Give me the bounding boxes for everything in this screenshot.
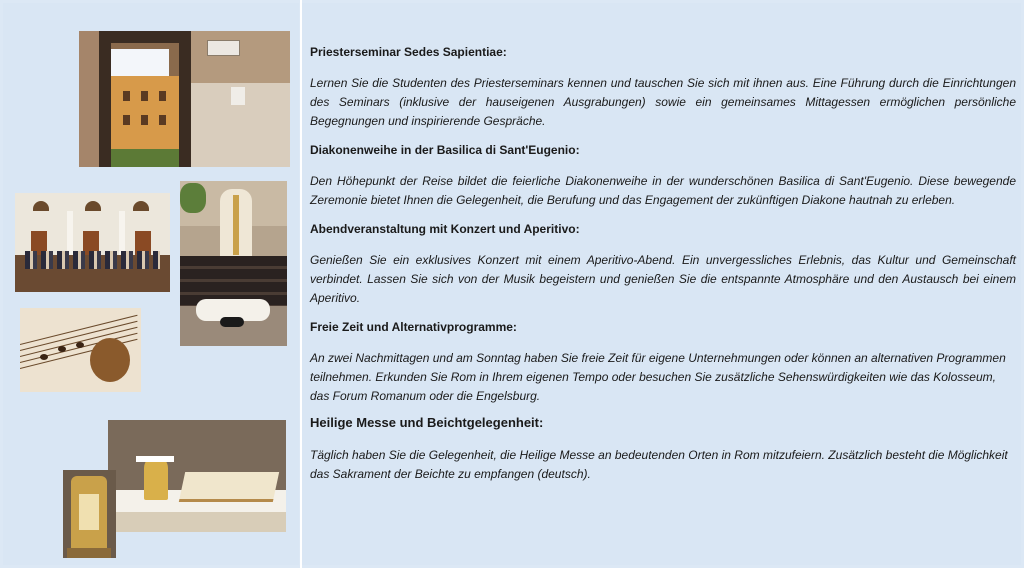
section-seminary — [310, 45, 1016, 131]
section-mass — [310, 416, 1016, 484]
section-text: Täglich haben Sie die Gelegenheit, die Heilige Messe an bedeutenden Orten in Rom mitzufeiern. Zusätzlich besteht die Möglichkeit das Sakrament der Beichte zu empfangen (deutsch). — [310, 448, 1008, 481]
tabernacle-photo — [63, 470, 116, 558]
section-text: Lernen Sie die Studenten des Priesterseminars kennen und tauschen Sie sich mit ihnen aus. Eine Führung durch die Einrichtungen des Seminars (inklusive der hauseigenen Ausgrabungen) sowie ein gemeinsames Mittagessen ermöglichen persönliche Begegnungen und inspirierende Gespräche. — [310, 76, 1016, 128]
section-heading: Heilige Messe und Beichtgelegenheit: — [310, 415, 544, 430]
section-diaconate — [310, 143, 1016, 210]
section-text: Genießen Sie ein exklusives Konzert mit einem Aperitivo-Abend. Ein unvergessliches Erlebnis, das Kultur und Gemeinschaft verbindet. Lassen Sie sich von der Musik begeistern und genießen Sie die entspannte Atmosphäre und den Austausch bei einem Aperitivo. — [310, 253, 1016, 305]
ordination-photo — [180, 181, 287, 346]
section-heading: Freie Zeit und Alternativprogramme: — [310, 320, 517, 334]
section-heading: Priesterseminar Sedes Sapientiae: — [310, 45, 507, 59]
section-heading: Diakonenweihe in der Basilica di Sant'Eugenio: — [310, 143, 580, 157]
section-text: Den Höhepunkt der Reise bildet die feierliche Diakonenweihe in der wunderschönen Basilica di Sant'Eugenio. Diese bewegende Zeremonie bietet Ihnen die Gelegenheit, die Berufung und das Engagement der zukünftigen Diakone hautnah zu erleben. — [310, 174, 1016, 207]
seminary-entrance-photo — [79, 31, 290, 167]
music-notes-photo — [20, 308, 141, 392]
section-text: An zwei Nachmittagen und am Sonntag haben Sie freie Zeit für eigene Unternehmungen oder können an alternativen Programmen teilnehmen. Erkunden Sie Rom in Ihrem eigenen Tempo oder besuchen Sie zusätzliche Sehenswürdigkeiten wie das Kolosseum, das Forum Romanum oder die Engelsburg. — [310, 351, 1006, 403]
section-concert — [310, 222, 1016, 308]
basilica-interior-photo — [15, 193, 170, 292]
section-heading: Abendveranstaltung mit Konzert und Aperitivo: — [310, 222, 580, 236]
holy-mass-photo — [108, 420, 286, 532]
section-free-time — [310, 320, 1016, 406]
